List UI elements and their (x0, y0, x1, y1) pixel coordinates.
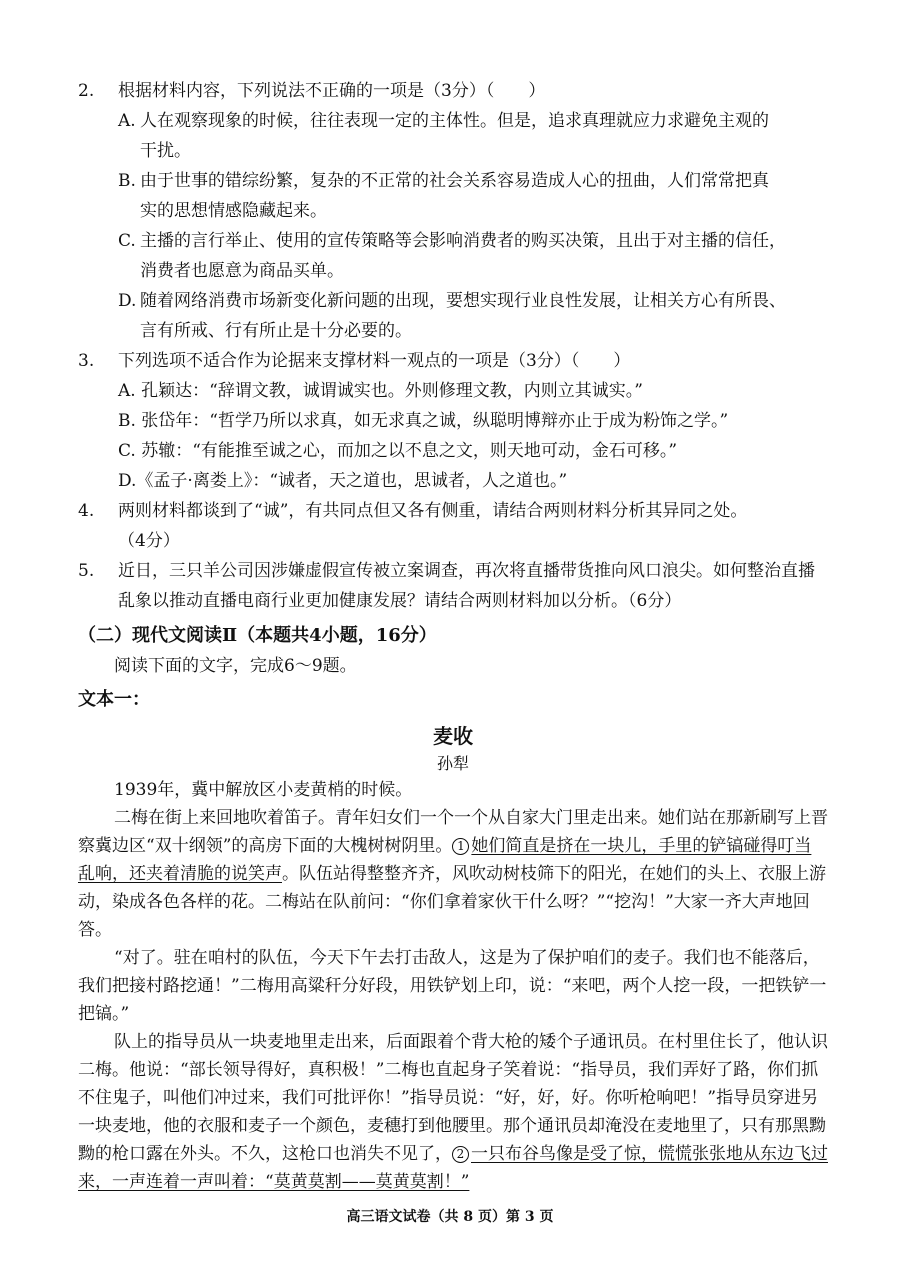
option-letter: A. (118, 111, 136, 131)
page-footer: 高三语文试卷（共 8 页）第 3 页 (346, 1209, 554, 1225)
text-run: 队上的指导员从一块麦地里走出来，后面跟着个背大枪的矮个子通讯员。在村里住长了，他认识二梅。他说：“部长领导得好，真积极！”二梅也直起身子笑着说：“指导员，我们弄好了路，你们抓不住鬼子，叫他们冲过来，我们可批评你！”指导员说：“好，好，好。你听枪响吧！”指导员穿进另一块麦地，他的衣服和麦子一个颜色，麦穗打到他腰里。那个通讯员却淹没在麦地里了，只有那黑黝黝的枪口露在外头。不久，这枪口也消失不见了， (78, 1032, 828, 1164)
option-b: B. 张岱年：“哲学乃所以求真，如无求真之诚，纵聪明博辩亦止于成为粉饰之学。” (118, 411, 729, 431)
text-label: 文本一： (78, 689, 150, 710)
option-a-cont: 干扰。 (140, 141, 191, 161)
story-paragraph-4 (78, 1028, 828, 1196)
text-run: 二梅在街上来回地吹着笛子。青年妇女们一个一个从自家大门里走出来。她们站在那新刷写上晋察冀边区“双十纲领”的高房下面的大槐树树阴里。 (78, 808, 828, 856)
question-stem: 下列选项不适合作为论据来支撑材料一观点的一项是（3分）（ ） (118, 351, 631, 371)
question-text: 两则材料都谈到了“诚”，有共同点但又各有侧重，请结合两则材料分析其异同之处。 (118, 501, 748, 521)
question-body (118, 496, 828, 556)
circled-number-1: 1 (452, 838, 469, 855)
question-2 (78, 76, 828, 106)
option-c-cont: 消费者也愿意为商品买单。 (140, 261, 344, 281)
option-letter: D. (118, 291, 137, 311)
option-text: 人在观察现象的时候，往往表现一定的主体性。但是，追求真理就应力求避免主观的 (140, 111, 769, 131)
story-paragraph-2 (78, 804, 828, 944)
option-a: A. 孔颖达：“辞谓文教，诚谓诚实也。外则修理文教，内则立其诚实。” (118, 381, 643, 401)
option-c (78, 226, 828, 256)
text-run: 。队伍站得整整齐齐，风吹动树枝筛下的阳光，在她们的头上、衣服上游动，染成各色各样的花。二梅站在队前问：“你们拿着家伙干什么呀？”“挖沟！”大家一齐大声地回答。 (78, 864, 826, 940)
question-3 (78, 346, 828, 376)
option-d: D.《孟子·离娄上》：“诚者，天之道也，思诚者，人之道也。” (118, 471, 568, 491)
question-5 (78, 556, 828, 616)
option-d-cont: 言有所戒、行有所止是十分必要的。 (140, 321, 412, 341)
question-number: 2. (78, 81, 95, 101)
option-text: 随着网络消费市场新变化新问题的出现，要想实现行业良性发展，让相关方心有所畏、 (140, 291, 786, 311)
circled-number-2: 2 (452, 1146, 469, 1163)
option-b (78, 166, 828, 196)
option-letter: C. (118, 231, 136, 251)
option-text: 由于世事的错综纷繁，复杂的不正常的社会关系容易造成人心的扭曲，人们常常把真 (140, 171, 769, 191)
question-number: 5. (78, 561, 95, 581)
option-c: C. 苏辙：“有能推至诚之心，而加之以不息之文，则天地可动，金石可移。” (118, 441, 678, 461)
text-run: 一只布谷鸟像是受了惊，慌慌张张地从东边飞过来，一声连着一声叫着：“莫黄莫割——莫黄莫割！” (78, 1144, 828, 1192)
section-instruction: 阅读下面的文字，完成6～9题。 (114, 656, 357, 676)
question-number: 3. (78, 351, 95, 371)
story-paragraph-3: “对了。驻在咱村的队伍，今天下午去打击敌人，这是为了保护咱们的麦子。我们也不能落后，我们把接村路挖通！”二梅用高粱秆分好段，用铁铲划上印，说：“来吧，两个人挖一段，一把铁铲一把镐。” (78, 948, 827, 1024)
question-score: （4分） (118, 531, 180, 551)
text-run: 她们简直是挤在一块儿，手里的铲镐碰得叮当乱响，还夹着清脆的说笑声 (78, 836, 812, 884)
option-a (78, 106, 828, 136)
option-d (78, 286, 828, 316)
question-stem: 根据材料内容，下列说法不正确的一项是（3分）（ ） (118, 81, 546, 101)
option-text: 主播的言行举止、使用的宣传策略等会影响消费者的购买决策，且出于对主播的信任， (140, 231, 786, 251)
question-number: 4. (78, 501, 95, 521)
story-title: 麦收 (433, 724, 473, 748)
question-text: 近日，三只羊公司因涉嫌虚假宣传被立案调查，再次将直播带货推向风口浪尖。如何整治直播乱象以推动直播电商行业更加健康发展？请结合两则材料加以分析。（6分） (118, 561, 815, 611)
question-4 (78, 496, 828, 556)
section-heading: （二）现代文阅读Ⅱ（本题共4小题，16分） (78, 625, 437, 646)
story-author: 孙犁 (436, 754, 469, 773)
option-b-cont: 实的思想情感隐藏起来。 (140, 201, 327, 221)
option-letter: B. (118, 171, 136, 191)
story-paragraph-1: 1939年，冀中解放区小麦黄梢的时候。 (114, 780, 413, 800)
